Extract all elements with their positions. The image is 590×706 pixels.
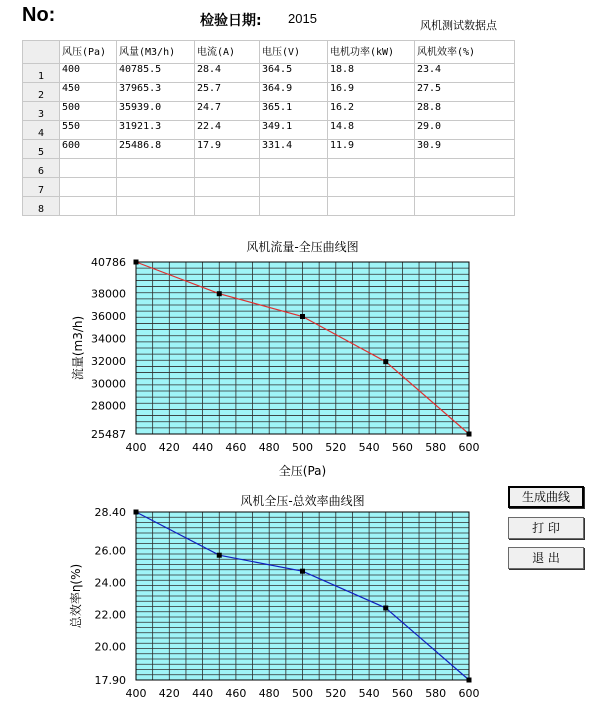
table-cell[interactable]: 550 <box>60 121 117 140</box>
row-number: 6 <box>23 159 60 178</box>
generate-curve-button[interactable]: 生成曲线 <box>508 486 584 508</box>
y-tick-label: 20.00 <box>94 640 126 654</box>
inspection-date-label: 检验日期: <box>200 13 262 29</box>
inspection-date-value: 2015 <box>288 11 317 26</box>
table-cell[interactable]: 22.4 <box>195 121 260 140</box>
data-point <box>467 678 472 683</box>
x-tick-label: 440 <box>192 441 214 454</box>
x-tick-label: 460 <box>225 687 247 700</box>
column-header[interactable]: 风压(Pa) <box>60 41 117 64</box>
table-cell[interactable]: 365.1 <box>260 102 328 121</box>
y-tick-label: 30000 <box>91 377 126 391</box>
x-tick-label: 440 <box>192 687 214 700</box>
table-cell[interactable]: 28.4 <box>195 64 260 83</box>
y-tick-label: 24.00 <box>94 576 126 590</box>
table-cell[interactable]: 25486.8 <box>117 140 195 159</box>
table-cell[interactable]: 28.8 <box>415 102 515 121</box>
x-tick-label: 560 <box>391 687 413 700</box>
y-tick-label: 40786 <box>91 256 126 269</box>
data-point <box>217 553 222 558</box>
x-tick-label: 560 <box>391 441 413 454</box>
x-tick-label: 480 <box>258 687 280 700</box>
x-tick-label: 500 <box>292 687 313 700</box>
x-tick-label: 520 <box>325 441 347 454</box>
table-cell[interactable]: 35939.0 <box>117 102 195 121</box>
x-tick-label: 400 <box>125 441 147 454</box>
data-point <box>134 260 139 265</box>
y-tick-label: 26.00 <box>94 544 126 558</box>
row-number: 1 <box>23 64 60 83</box>
table-cell[interactable]: 400 <box>60 64 117 83</box>
print-button[interactable]: 打 印 <box>508 517 584 539</box>
y-tick-label: 22.00 <box>94 608 126 622</box>
x-tick-label: 600 <box>458 687 480 700</box>
x-tick-label: 540 <box>358 687 380 700</box>
x-tick-label: 420 <box>158 441 180 454</box>
x-tick-label: 460 <box>225 441 247 454</box>
x-tick-label: 500 <box>292 441 313 454</box>
row-number: 7 <box>23 178 60 197</box>
table-cell[interactable]: 364.5 <box>260 64 328 83</box>
column-header[interactable]: 电流(A) <box>195 41 260 64</box>
data-point <box>300 569 305 574</box>
y-axis-label: 总效率η(%) <box>69 563 83 629</box>
data-point <box>217 291 222 296</box>
y-tick-label: 17.90 <box>94 674 126 687</box>
data-point <box>134 510 139 515</box>
data-point <box>467 432 472 437</box>
table-cell[interactable]: 17.9 <box>195 140 260 159</box>
column-header[interactable]: 风量(M3/h) <box>117 41 195 64</box>
row-number: 5 <box>23 140 60 159</box>
x-tick-label: 400 <box>125 687 147 700</box>
y-tick-label: 38000 <box>91 287 126 301</box>
chart-title: 风机流量-全压曲线图 <box>246 240 359 254</box>
y-axis-label: 流量(m3/h) <box>71 315 85 381</box>
table-cell[interactable]: 31921.3 <box>117 121 195 140</box>
row-number: 8 <box>23 197 60 216</box>
data-point <box>383 359 388 364</box>
table-cell[interactable]: 600 <box>60 140 117 159</box>
x-axis-label: 全压(Pa) <box>278 464 327 478</box>
table-cell[interactable]: 18.8 <box>328 64 415 83</box>
y-tick-label: 34000 <box>91 332 126 346</box>
table-cell[interactable]: 500 <box>60 102 117 121</box>
table-cell[interactable]: 30.9 <box>415 140 515 159</box>
table-cell[interactable]: 29.0 <box>415 121 515 140</box>
y-tick-label: 28.40 <box>94 506 126 519</box>
column-header[interactable]: 风机效率(%) <box>415 41 515 64</box>
table-cell[interactable]: 24.7 <box>195 102 260 121</box>
table-cell[interactable]: 331.4 <box>260 140 328 159</box>
table-cell[interactable]: 16.9 <box>328 83 415 102</box>
no-label: No: <box>22 4 56 26</box>
y-tick-label: 25487 <box>91 428 126 441</box>
data-point <box>300 314 305 319</box>
table-cell[interactable]: 364.9 <box>260 83 328 102</box>
row-number: 4 <box>23 121 60 140</box>
x-tick-label: 580 <box>425 441 447 454</box>
row-number: 2 <box>23 83 60 102</box>
column-header[interactable]: 电机功率(kW) <box>328 41 415 64</box>
y-tick-label: 28000 <box>91 399 126 413</box>
table-cell[interactable]: 40785.5 <box>117 64 195 83</box>
x-tick-label: 520 <box>325 687 347 700</box>
x-tick-label: 420 <box>158 687 180 700</box>
row-number: 3 <box>23 102 60 121</box>
table-cell[interactable]: 37965.3 <box>117 83 195 102</box>
table-cell[interactable]: 25.7 <box>195 83 260 102</box>
x-tick-label: 480 <box>258 441 280 454</box>
test-data-title: 风机测试数据点 <box>420 19 497 32</box>
x-tick-label: 580 <box>425 687 447 700</box>
table-cell[interactable]: 11.9 <box>328 140 415 159</box>
column-header[interactable]: 电压(V) <box>260 41 328 64</box>
table-cell[interactable]: 450 <box>60 83 117 102</box>
table-cell[interactable]: 23.4 <box>415 64 515 83</box>
table-cell[interactable]: 16.2 <box>328 102 415 121</box>
table-cell[interactable]: 14.8 <box>328 121 415 140</box>
x-tick-label: 540 <box>358 441 380 454</box>
y-tick-label: 36000 <box>91 309 126 323</box>
table-cell[interactable]: 27.5 <box>415 83 515 102</box>
y-tick-label: 32000 <box>91 354 126 368</box>
exit-button[interactable]: 退 出 <box>508 547 584 569</box>
data-point <box>383 606 388 611</box>
chart-title: 风机全压-总效率曲线图 <box>240 494 365 508</box>
table-cell[interactable]: 349.1 <box>260 121 328 140</box>
x-tick-label: 600 <box>458 441 480 454</box>
